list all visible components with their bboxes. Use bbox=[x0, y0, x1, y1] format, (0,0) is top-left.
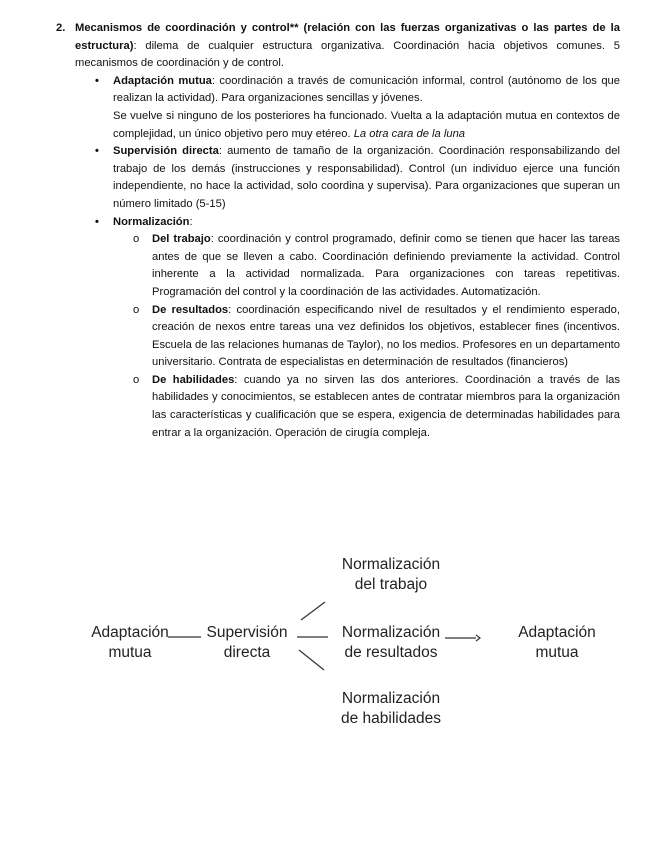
sub-item-text: : cuando ya no sirven las dos anteriores. Coordinación a través de las habilidades y conocimientos, se establecen antes de contratar miembros para la organización las características y cualificación que se espera, exigencia de determinadas habilidades para entrar a la organización. Operación de cirugía compleja. bbox=[152, 373, 620, 439]
bullet-colon: : bbox=[189, 215, 193, 228]
mechanism-list bbox=[56, 73, 620, 442]
node-normalizacion-resultados-l2: de resultados bbox=[344, 644, 438, 661]
sub-item-title: Del trabajo bbox=[152, 233, 211, 246]
node-final-adaptacion-l1: Adaptación bbox=[518, 624, 596, 641]
bullet-normalizacion bbox=[95, 214, 620, 443]
bullet-supervision-directa bbox=[95, 143, 620, 213]
item-heading: Mecanismos de coordinación y control** (relación con las fuerzas organizativas o las partes de la estructura) bbox=[75, 22, 620, 52]
node-adaptacion-mutua-l2: mutua bbox=[108, 644, 152, 661]
coordination-flow-diagram bbox=[0, 540, 655, 740]
bullet-title: Supervisión directa bbox=[113, 145, 219, 158]
node-supervision-directa-l2: directa bbox=[223, 644, 271, 661]
node-normalizacion-resultados-l1: Normalización bbox=[341, 624, 441, 641]
node-normalizacion-habilidades-l2: de habilidades bbox=[341, 710, 441, 727]
node-final-adaptacion-l2: mutua bbox=[535, 644, 579, 661]
bullet-title: Normalización bbox=[113, 215, 190, 228]
node-normalizacion-habilidades-l1: Normalización bbox=[341, 690, 441, 707]
list-item-2 bbox=[56, 20, 620, 442]
node-supervision-directa-l1: Supervisión bbox=[206, 624, 288, 641]
bullet-icon: • bbox=[95, 74, 99, 87]
arrow-to-habilidades bbox=[299, 650, 324, 670]
arrowhead-icon bbox=[476, 635, 480, 641]
circle-bullet-icon: o bbox=[133, 233, 140, 246]
bullet-text-2: Se vuelve si ninguno de los posteriores ha funcionado. Vuelta a la adaptación mutua en contextos de complejidad, un único objetivo pero muy etéreo. bbox=[113, 109, 620, 140]
sub-item-del-trabajo bbox=[133, 231, 620, 301]
node-adaptacion-mutua-l1: Adaptación bbox=[91, 624, 169, 641]
bullet-title: Adaptación mutua bbox=[113, 74, 212, 87]
bullet-text-continued bbox=[113, 108, 620, 143]
bullet-text: : aumento de tamaño de la organización. Coordinación responsabilizando del trabajo de los demás (instrucciones y responsabilidad). Control (un individuo ejerce una función independiente, no hace la actividad, solo coordina y supervisa). Para organizaciones que superan un número limitado (5-15) bbox=[113, 145, 620, 210]
sub-item-text: : coordinación especificando nivel de resultados y el rendimiento esperado, creación de nexos entre tareas una vez definidos los objetivos, establecer fines (incentivos. Escuela de las relaciones humanas de Taylor), no los medios. Profesores en un departamento universitario. Contrata de especialistas en determinación de resultados (financieros) bbox=[152, 303, 620, 369]
item-intro: : dilema de cualquier estructura organizativa. Coordinación hacia objetivos comunes. 5 mecanismos de coordinación y de control. bbox=[75, 39, 620, 70]
node-normalizacion-trabajo-l2: del trabajo bbox=[354, 576, 428, 593]
sub-item-de-resultados bbox=[133, 302, 620, 372]
bullet-adaptacion-mutua bbox=[95, 73, 620, 143]
item-paragraph bbox=[75, 20, 620, 73]
sub-item-text: : coordinación y control programado, definir como se tienen que hacer las tareas antes de que se lleven a cabo. Coordinación definiendo previamente la actividad. Control inherente a la actividad normalizada. Para organizaciones con tareas repetitivas. Programación del control y la coordinación de las actividades. Automatización. bbox=[152, 233, 620, 298]
bullet-icon: • bbox=[95, 145, 99, 158]
node-normalizacion-trabajo-l1: Normalización bbox=[341, 556, 441, 573]
list-number: 2. bbox=[56, 22, 66, 34]
circle-bullet-icon: o bbox=[133, 303, 140, 316]
arrow-to-trabajo bbox=[301, 602, 325, 620]
bullet-text: : coordinación a través de comunicación informal, control (autónomo de los que realizan la actividad). Para organizaciones sencillas y jóvenes. bbox=[113, 74, 620, 105]
sub-item-de-habilidades bbox=[133, 372, 620, 442]
normalizacion-sublist bbox=[113, 231, 620, 442]
circle-bullet-icon: o bbox=[133, 373, 140, 386]
italic-phrase: La otra cara de la luna bbox=[353, 127, 466, 140]
sub-item-title: De habilidades bbox=[152, 373, 235, 386]
bullet-icon: • bbox=[95, 215, 99, 228]
sub-item-title: De resultados bbox=[152, 303, 229, 316]
